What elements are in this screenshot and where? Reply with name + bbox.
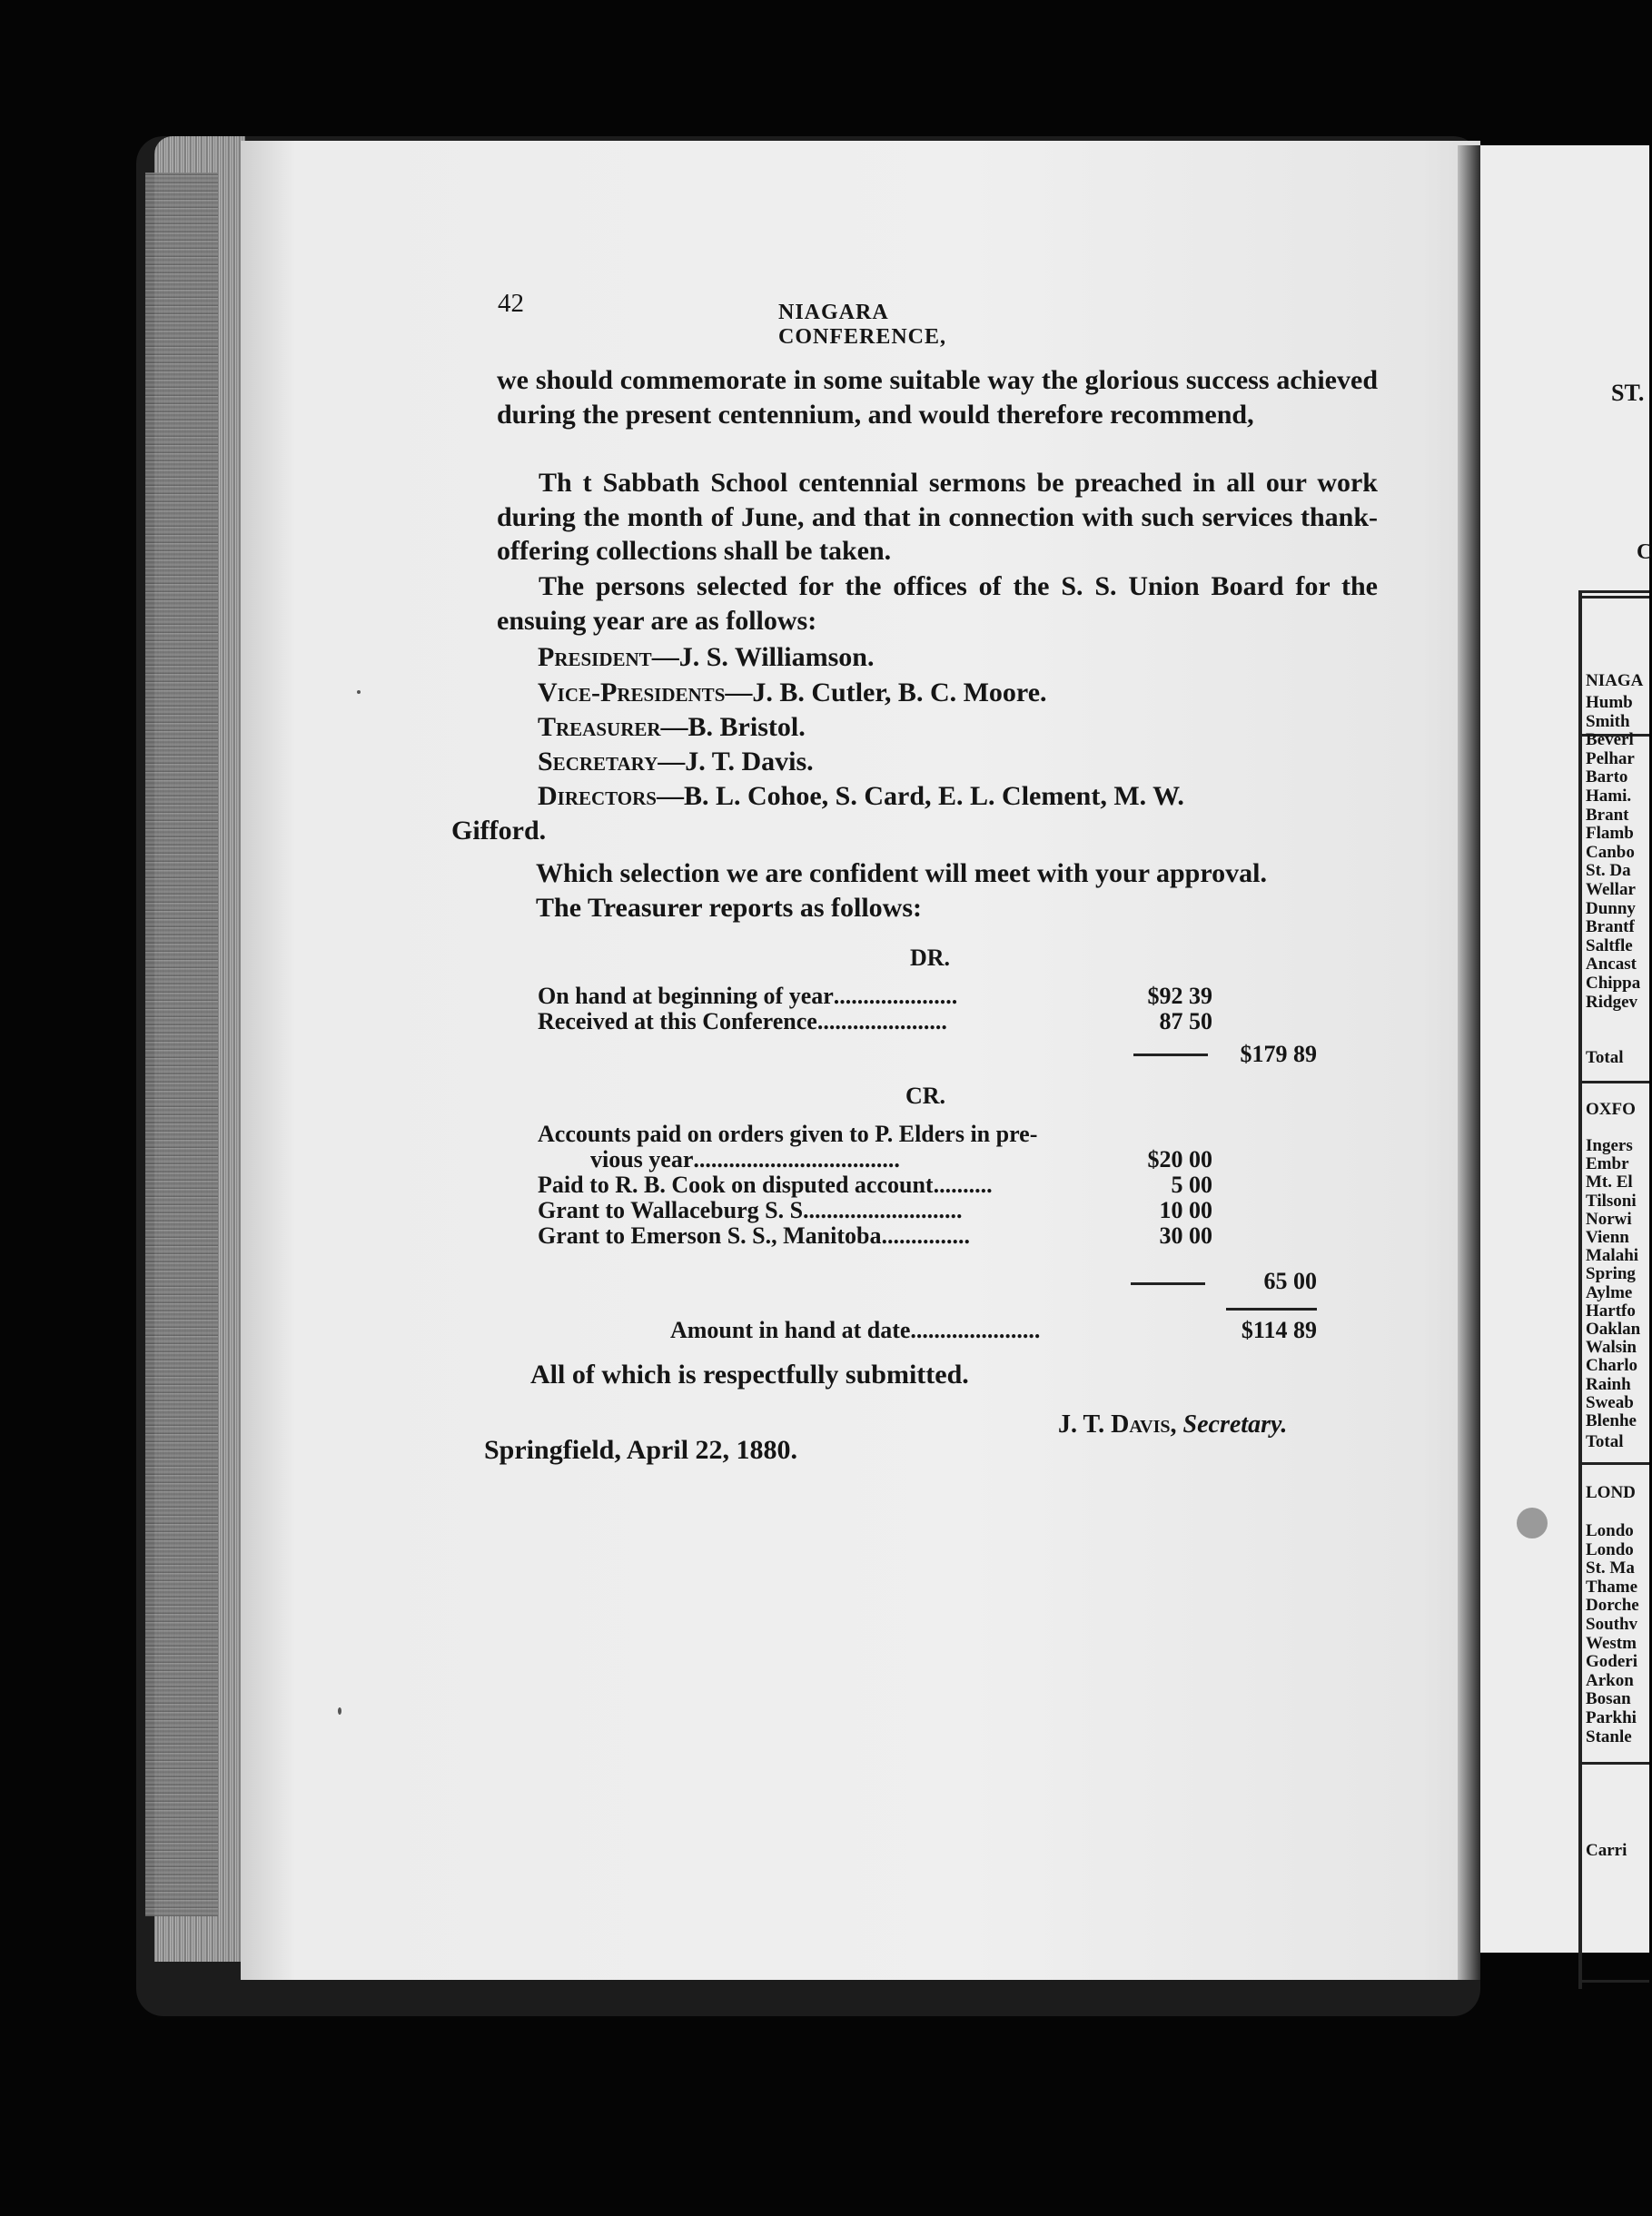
adjacent-fragment: Charlo: [1586, 1356, 1637, 1376]
treasurer-line: The Treasurer reports as follows:: [536, 893, 922, 923]
adjacent-fragment: Smith: [1586, 711, 1630, 731]
adjacent-fragment: Total: [1586, 1048, 1624, 1067]
amount-in-hand-value: $114 89: [1241, 1317, 1317, 1343]
amount-in-hand-row: [670, 1317, 1040, 1344]
officer-line: [538, 678, 1047, 708]
adjacent-fragment: Westm: [1586, 1633, 1637, 1653]
adjacent-fragment: OXFO: [1586, 1100, 1636, 1119]
adjacent-rule: [1578, 1980, 1649, 1983]
adjacent-fragment: Oaklan: [1586, 1320, 1641, 1339]
adjacent-fragment: St. Da: [1586, 861, 1631, 881]
cr-row: [590, 1146, 900, 1173]
paragraph: Th t Sabbath School centennial sermons be preached in all our work during the month of June, and that in connection with such services thank-offering collections shall be taken.: [497, 468, 1378, 566]
officer-names: —J. B. Cutler, B. C. Moore.: [725, 678, 1047, 707]
adjacent-fragment: Arkon: [1586, 1670, 1634, 1690]
adjacent-rule: [1578, 1081, 1649, 1083]
closing-line: All of which is respectfully submitted.: [530, 1360, 969, 1390]
officer-line: [538, 781, 1184, 812]
adjacent-fragment: Brantf: [1586, 917, 1635, 937]
adjacent-table-rule: [1578, 590, 1582, 1989]
adjacent-fragment: Wellar: [1586, 880, 1636, 899]
leader-dots: .....................: [833, 983, 958, 1009]
adjacent-fragment: Ancast: [1586, 955, 1637, 974]
adjacent-fragment: Dunny: [1586, 898, 1636, 918]
adjacent-rule: [1578, 1762, 1649, 1765]
adjacent-fragment: Canbo: [1586, 842, 1635, 862]
dr-row-amount: $92 39: [1147, 983, 1212, 1009]
adjacent-fragment: Chippa: [1586, 974, 1641, 993]
adjacent-fragment: Ingers: [1586, 1136, 1633, 1155]
adjacent-fragment: Tilsoni: [1586, 1191, 1637, 1211]
cr-heading: CR.: [905, 1083, 946, 1109]
leader-dots: ......................: [816, 1008, 947, 1034]
officer-title: Vice-Presidents: [538, 678, 726, 707]
adjacent-fragment: Vienn: [1586, 1228, 1629, 1247]
adjacent-fragment: Rainh: [1586, 1374, 1631, 1394]
leader-dots: ...........................: [803, 1197, 963, 1223]
officer-title: President: [538, 642, 652, 672]
leader-dots: ...................................: [693, 1146, 900, 1172]
cr-row-amount: 5 00: [1171, 1172, 1212, 1198]
adjacent-fragment: Walsin: [1586, 1338, 1637, 1358]
adjacent-fragment: Sweab: [1586, 1392, 1634, 1412]
adjacent-fragment: Humb: [1586, 693, 1633, 712]
cr-row: [538, 1222, 970, 1250]
adjacent-fragment: Malahi: [1586, 1246, 1639, 1266]
adjacent-fragment: Mt. El: [1586, 1172, 1633, 1192]
dr-row: [538, 1008, 947, 1035]
adjacent-fragment: Ridgev: [1586, 992, 1637, 1012]
dr-subtotal-rule: [1133, 1054, 1208, 1056]
adjacent-fragment: Parkhi: [1586, 1708, 1637, 1727]
adjacent-fragment: Flamb: [1586, 824, 1634, 844]
book-fore-edge: [145, 173, 218, 1916]
officer-line: [538, 747, 814, 777]
dr-heading: DR.: [910, 945, 951, 971]
adjacent-fragment: LOND: [1586, 1483, 1636, 1502]
adjacent-fragment: Hartfo: [1586, 1301, 1636, 1321]
cr-row: [538, 1172, 993, 1199]
cr-total: 65 00: [1263, 1268, 1317, 1294]
adjacent-fragment: Southv: [1586, 1615, 1638, 1634]
leader-dots: ...............: [881, 1222, 970, 1249]
adjacent-fragment: Brant: [1586, 805, 1629, 825]
cr-row-amount: 10 00: [1159, 1197, 1212, 1223]
balance-rule: [1226, 1308, 1317, 1311]
adjacent-rule: [1578, 590, 1649, 593]
adjacent-fragment: Aylme: [1586, 1282, 1633, 1302]
directors-continued: Gifford.: [451, 816, 547, 846]
cr-row-amount: $20 00: [1147, 1146, 1212, 1172]
adjacent-fragment: Bosan: [1586, 1689, 1631, 1709]
adjacent-fragment: Goderi: [1586, 1652, 1637, 1672]
leader-dots: ......................: [910, 1317, 1041, 1343]
adjacent-heading: ST.: [1611, 380, 1645, 406]
adjacent-fragment: Embr: [1586, 1154, 1629, 1174]
adjacent-fragment: Hami.: [1586, 786, 1632, 806]
adjacent-fragment: Thame: [1586, 1577, 1637, 1597]
adjacent-fragment: Londo: [1586, 1521, 1634, 1540]
book-gutter: [1458, 145, 1480, 1980]
adjacent-fragment: Total: [1586, 1432, 1624, 1451]
cr-row-amount: 30 00: [1159, 1222, 1212, 1249]
adjacent-fragment: Norwi: [1586, 1209, 1632, 1229]
cr-row-label: vious year: [590, 1146, 694, 1172]
approval-line: Which selection we are confident will meet with your approval.: [536, 858, 1267, 888]
amount-in-hand-label: Amount in hand at date: [670, 1317, 911, 1343]
adjacent-fragment: Carri: [1586, 1841, 1627, 1860]
signature-name: J. T. Davis,: [1058, 1410, 1177, 1439]
adjacent-fragment: Barto: [1586, 767, 1628, 787]
speck: [357, 690, 361, 694]
adjacent-fragment: Dorche: [1586, 1596, 1639, 1616]
officer-line: [538, 642, 875, 673]
officer-line: [538, 712, 806, 743]
adjacent-fragment: Pelhar: [1586, 748, 1635, 768]
cr-row: [538, 1197, 963, 1224]
officer-names: —B. L. Cohoe, S. Card, E. L. Clement, M. W.: [656, 781, 1184, 811]
cr-row-label: Grant to Emerson S. S., Manitoba: [538, 1222, 882, 1249]
dr-row: [538, 983, 957, 1010]
adjacent-fragment: Spring: [1586, 1264, 1636, 1284]
running-head: NIAGARA CONFERENCE,: [778, 301, 947, 349]
adjacent-fragment: Blenhe: [1586, 1411, 1637, 1430]
cr-row-label: Paid to R. B. Cook on disputed account: [538, 1172, 934, 1198]
adjacent-fragment: Saltfle: [1586, 935, 1633, 955]
officer-names: —J. T. Davis.: [658, 747, 814, 777]
officer-title: Secretary: [538, 747, 658, 777]
dr-row-label: Received at this Conference: [538, 1008, 817, 1034]
cr-row: Accounts paid on orders given to P. Elders in pre-: [538, 1121, 1038, 1147]
adjacent-rule: [1578, 1462, 1649, 1465]
dr-row-amount: 87 50: [1159, 1008, 1212, 1034]
adjacent-letter: C: [1637, 540, 1652, 564]
officer-names: —J. S. Williamson.: [651, 642, 875, 672]
adjacent-fragment: NIAGA: [1586, 671, 1644, 690]
page-number: 42: [498, 289, 524, 318]
adjacent-fragment: Beverl: [1586, 730, 1634, 750]
dr-total: $179 89: [1240, 1041, 1317, 1067]
leader-dots: ..........: [933, 1172, 993, 1198]
adjacent-fragment: St. Ma: [1586, 1558, 1635, 1578]
adjacent-fragment: Stanle: [1586, 1726, 1632, 1746]
adjacent-rule: [1578, 596, 1649, 599]
officer-title: Treasurer: [538, 712, 661, 742]
cr-row-label: Grant to Wallaceburg S. S: [538, 1197, 804, 1223]
officer-names: —B. Bristol.: [660, 712, 806, 742]
ink-blot: [1517, 1508, 1548, 1538]
adjacent-fragment: Londo: [1586, 1539, 1634, 1559]
speck: [338, 1707, 341, 1715]
dr-row-label: On hand at beginning of year: [538, 983, 834, 1009]
signature: [1058, 1410, 1287, 1439]
place-date: Springfield, April 22, 1880.: [484, 1435, 798, 1465]
paragraph: we should commemorate in some suitable way the glorious success achieved during the present centennium, and would therefore recommend,: [497, 365, 1378, 430]
adjacent-page: [1480, 145, 1652, 1953]
officer-title: Directors: [538, 781, 657, 811]
signature-title: Secretary.: [1182, 1410, 1288, 1439]
cr-subtotal-rule: [1131, 1282, 1205, 1285]
paragraph: The persons selected for the offices of the S. S. Union Board for the ensuing year are as follows:: [497, 571, 1378, 636]
